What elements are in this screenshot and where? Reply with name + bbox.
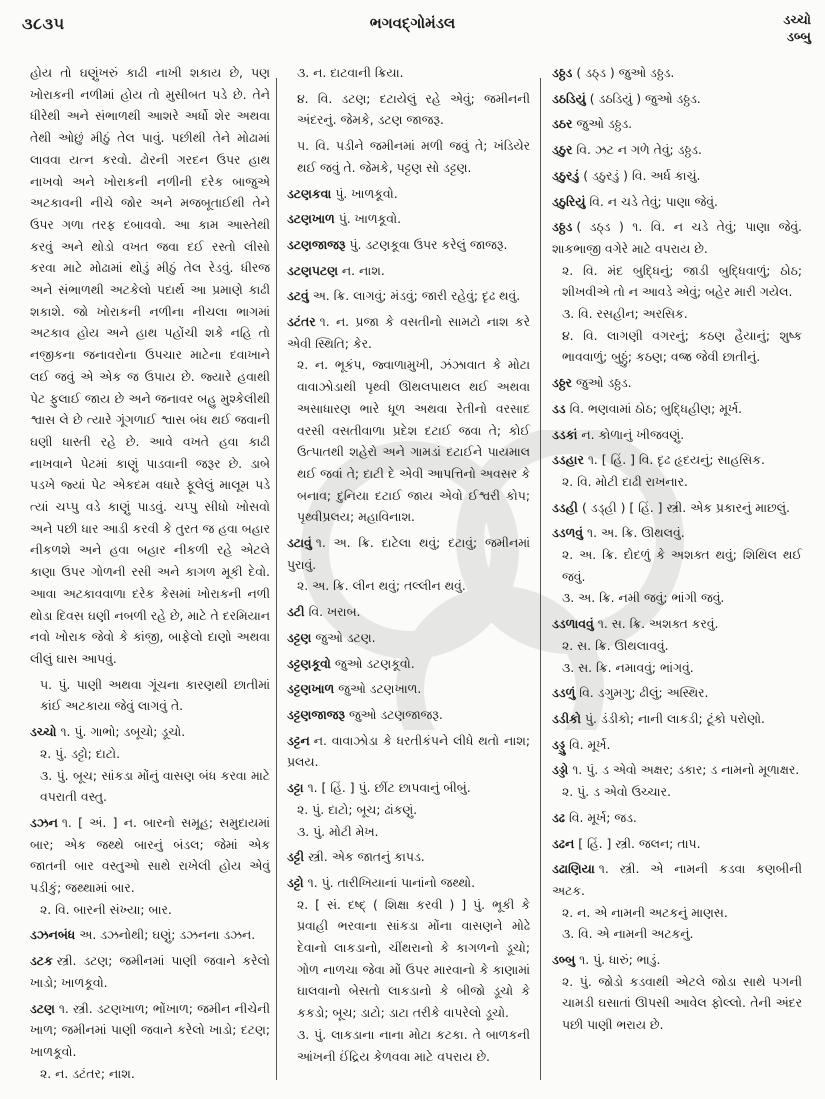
dictionary-entry [287, 704, 530, 726]
dictionary-entry [287, 183, 530, 205]
entry-headword: ડટણકવા [287, 185, 332, 201]
entry-headword: ડઠડિયું [552, 90, 586, 106]
entry-sense: ( ડડ્હી ) [ હિં. ] સ્ત્રી. એક પ્રકારનું માછલું. [581, 499, 790, 515]
dictionary-entry [552, 949, 802, 1036]
entry-headword: ડટ્ટી [287, 849, 305, 865]
entry-sense: ૩. અ. ક્રિ. નમી જવું; ભાંગી જવું. [562, 590, 725, 606]
dictionary-entry [552, 424, 802, 446]
dictionary-entry [287, 208, 530, 230]
entry-headword: ડટી [287, 604, 305, 620]
entry-sense: ( ડઠ્ડ ) ૧. વિ. ન ચડે તેવું; પાણા જેવું. શાકભાજી વગેરે માટે વપરાય છે. [552, 219, 802, 256]
entry-sense: વિ. મૂર્ખ. [569, 736, 611, 752]
dictionary-entry [552, 88, 802, 110]
dictionary-entry [30, 924, 270, 946]
entry-sense: સ્ત્રી. ડટણ; જમીનમાં પાણી જવાને કરેલો ખાડો; ખાળકૂવો. [30, 953, 270, 990]
entry-headword: ડડ [552, 400, 566, 416]
entry-sense: ૧. સ્ત્રી. ડટણખાળ; ભોંખાળ; જમીન નીચેની ખાળ; જમીનમાં પાણી જવાને કરેલો ખાડો; દટણ; ખાળકૂવો. [30, 1000, 270, 1059]
entry-sense: વિ. મૂર્ખ; જડ. [568, 809, 637, 825]
entry-headword: ડઝનબંધ [30, 927, 76, 943]
entry-sense: ૧. સ્ત્રી. એ નામની કડવા કણબીની અટક. [552, 861, 802, 898]
entry-sense: ૨. વિ. બારની સંખ્યા; બાર. [40, 901, 172, 917]
dictionary-entry [552, 613, 802, 678]
entry-headword: ડટ્ટો [287, 874, 304, 890]
entry-sense: જુઓ ડટણજાજરૂ. [348, 706, 443, 722]
entry-sense: ૩. વિ. એ નામની અટકનું. [562, 926, 694, 942]
entry-sense: ૩. પું. બૂચ; સાંકડા મોંનું વાસણ બંધ કરવા માટે વપરાતી વસ્તુ. [40, 767, 270, 805]
entry-headword: ડટ્ટણ [287, 629, 312, 645]
entry-headword: ડડહી [552, 499, 578, 515]
continuation-sense: ૫. પું. પાણી અથવા ગૂંચના કારણથી છાતીમાં કાંઈ અટકાયા જેવું લાગવું તે. [40, 676, 270, 714]
column-2 [287, 62, 530, 1071]
dictionary-entry [552, 497, 802, 519]
dictionary-entry [287, 678, 530, 700]
entry-headword: ડડ્ડો [552, 762, 569, 778]
entry-headword: ડટણ [30, 1000, 55, 1016]
entry-headword: ડડળાવવું [552, 616, 594, 632]
continuation-sense: ૩. ન. દાટવાની ક્રિયા. [297, 65, 404, 80]
entry-sense: પું. ખાળકૂવો. [338, 211, 402, 227]
entry-sense: વિ. ઝટ ન ગળે તેવું; ડઠ્ઠડ. [576, 142, 702, 158]
entry-sense: ૨. પું. ડટ્ટો; દાટો. [40, 745, 121, 761]
dictionary-entry [552, 708, 802, 730]
entry-headword: ડટવું [287, 288, 309, 304]
entry-sense: વિ. ખરાબ. [308, 604, 361, 620]
entry-headword: ડઢ [552, 809, 565, 825]
entry-headword: ડટક [30, 953, 53, 969]
entry-sense: ૧. પું. ગાભો; ડબૂચો; ડૂચો. [60, 724, 186, 740]
entry-headword: ડઠર [552, 116, 573, 132]
entry-sense: જુઓ ડટણખાળ. [338, 681, 422, 697]
entry-sense: [ હિં. ] સ્ત્રી. જલન; તાપ. [578, 835, 701, 851]
entry-sense: વિ. ડગુમગુ; ઢીલું; અસ્થિર. [579, 685, 709, 701]
entry-sense: ૨. પું. જોડો કડવાથી એટલે જોડા સાથે પગની ચામડી ઘસાતાં ઊપસી આવેલ ફોલ્લો. તેની અંદર પછી પાણી ભરાય છે. [562, 973, 802, 1033]
entry-sense: ૨. વિ. મોટી દાઢી રાખનાર. [562, 473, 688, 489]
entry-headword: ડડળું [552, 685, 576, 701]
column-1 [30, 62, 270, 1088]
entry-headword: ડઠુરડું [552, 167, 580, 183]
entry-sense: વિ. ભણવામાં ઠોઠ; બુદ્ધિહીણ; મૂર્ખ. [569, 400, 743, 416]
dictionary-entry [552, 113, 802, 135]
entry-headword: ડડીકો [552, 710, 581, 726]
entry-sense: ૨. પું. દાટો; બૂચ; ઢાંકણું. [297, 801, 418, 817]
dictionary-entry [287, 532, 530, 597]
entry-sense: ૩. પું. મોટી મેખ. [297, 823, 379, 839]
dictionary-entry [552, 833, 802, 855]
entry-sense: ૨. અ. ક્રિ. લીન થવું; તલ્લીન થવું. [297, 578, 466, 594]
entry-sense: ૨. ન. ડટંતર; નાશ. [40, 1065, 135, 1081]
dictionary-entry [552, 807, 802, 829]
dictionary-entry [287, 730, 530, 773]
dictionary-entry [552, 216, 802, 368]
dictionary-entry [30, 998, 270, 1085]
entry-sense: ૧. પું. ડ એવો અક્ષર; ડકાર; ડ નામનો મૂળાક્ષર. [572, 762, 800, 778]
dictionary-entry [287, 234, 530, 256]
dictionary-entry [552, 191, 802, 213]
dictionary-entry [30, 721, 270, 808]
entry-sense: જુઓ ડઠ્ઠડ. [576, 116, 633, 132]
entry-sense: ૩. સ. ક્રિ. નમાવવું; ભાંગવું. [562, 659, 694, 675]
entry-sense: જુઓ ડટણકૂવો. [334, 655, 415, 671]
entry-headword: ડટાવું [287, 535, 312, 551]
entry-sense: ૨. વિ. મંદ બુદ્ધિનું; જાડી બુદ્ધિવાળું; ઠોઠ; શીખવીએ તો ન આવડે એવું; બહેર મારી ગયેલ. [562, 262, 802, 300]
guide-words [783, 12, 811, 46]
continuation-text: હોય તો ઘણુંખરું કાઢી નાખી શકાય છે, પણ ખોરાકની નળીમાં હોય તો મુસીબત પડે છે. તેને ધીરેથી અને સંભાળથી આશરે અર્ધો શેર અથવા તેથી ઓછું મીઠું તેલ પાવું. પછીથી તેને મોઢામાં લાવવા યત્ન કરવો. ઢોરની ગરદન ઉપર હાથ નાખવો અને ખોરાકની નળીની દરેક બાજુએ અટકાવની નીચે જોર અને મજબૂતાઈથી તેને ઉપર ગળા તરફ દબાવવો. આ કામ આસ્તેથી કરવું અને થોડો વખત જવા દઈ રસ્તો લીસો કરવા માટે મોઢામાં થોડું મીઠું તેલ રેડવું. ધીરજ અને સંભાળથી અટકેલો પદાર્થ આ પ્રમાણે કાઢી શકાશે. જો ખોરાકની નળીના નીચલા ભાગમાં અટકાવ હોય અને હાથ પહોંચી શકે નહિ તો નજીકના જનાવરોના ઉપચાર માટેના દવાખાને લઈ જવું એ એક જ ઉપાય છે. જ્યારે હવાથી પેટ ફુલાઈ જાય છે અને જનાવર બહુ મુશ્કેલીથી શ્વાસ લે છે ત્યારે ગૂંગળાઈ શ્વાસ બંધ થઈ જવાની ઘણી ધાસ્તી રહે છે. આવે વખતે હવા કાઢી નાખવાને પેટમાં કાણું પાડવાની જરૂર છે. ડાબે પડખે જ્યાં પેટ એકદમ વધારે ફૂલેલું માલૂમ પડે ત્યાં ચપ્પુ વડે કાણું પાડવું. ચપ્પુ સીધો ખોસવો અને પછી ધાર આડી કરવી કે તુરત જ હવા બહાર નીકળશે અને હવા બહાર નીકળી રહે એટલે કાણા ઉપર ગોળની રસી અને કાગળ મૂકી દેવો. આવા અટકાવવાળા દરેક કેસમાં ખોરાકની નળી થોડા દિવસ ઘણી નબળી રહે છે, માટે તે દરમિયાન નવો ખોરાક જેવો કે કાંજી, બાફેલો દાણો અથવા લીલું ઘાસ આપવું. [30, 65, 270, 666]
entry-sense: ૧. પું. ધારું; ભાડું. [579, 952, 661, 968]
entry-sense: પું. ડટણકૂવા ઉપર કરેલું જાજરૂ. [349, 236, 508, 252]
entry-sense: ૩. પું. લાકડાના નાના મોટા કટકા. તે બાળકની આંખની ઈંદ્રિય કેળવવા માટે વપરાય છે. [297, 1026, 530, 1064]
dictionary-entry [552, 734, 802, 756]
entry-headword: ડઠુર [552, 142, 573, 158]
entry-sense: ૪. વિ. લાગણી વગરનું; કઠણ હૈયાનું; શુષ્ક ભાવવાળું; બુઠ્ઠું; કઠણ; વજ્ર જેવી છાતીનું. [562, 327, 802, 365]
entry-headword: ડઠ્ઠડ [552, 65, 573, 80]
entry-sense: ( ડઠ્ડ ) જુઓ ડઠ્ઠડ. [576, 65, 675, 80]
entry-sense: ૩. વિ. રસહીન; અરસિક. [562, 306, 688, 322]
dictionary-entry [287, 285, 530, 307]
entry-sense: ૨. [ સં. દષ્દ્ ( શિક્ષા કરવી ) ] પું. ભૂકી કે પ્રવાહી ભરવાના સાંકડા મોંના વાસણને મોઢે દેવાનો લાકડાનો, ચીંથરાનો કે કાગળનો ડૂચો; ગોળ નાળચા જેવા મોં ઉપર મારવાનો કે કાણામાં ઘાલવાનો બેસતો લાકડાનો કે બીજો ડૂચો કે કકડો; બૂચ; ડાટો; ડાટા તરીકે વાપરેલો ડૂચો. [297, 896, 530, 1021]
dictionary-entry [552, 139, 802, 161]
guide-word-top: ડચ્ચો [783, 13, 811, 28]
entry-headword: ડઠ્ઠડ [552, 219, 573, 235]
continuation-sense: ૪. વિ. ડટણ; દટાયેલું રહે એવું; જમીનની અંદરનું. જેમકે, ડટણ જાજરૂ. [297, 90, 530, 128]
entry-headword: ડટણખાળ [287, 211, 335, 227]
entry-list [552, 62, 802, 1036]
entry-headword: ડટણપટણ [287, 262, 338, 278]
entry-headword: ડટ્ટણકૂવો [287, 655, 331, 671]
dictionary-entry [552, 449, 802, 492]
entry-sense: ૧. ન. પ્રજા કે વસતીનો સામટો નાશ કરે એવી સ્થિતિ; કેર. [287, 314, 530, 351]
entry-headword: ડઢાણિયા [552, 861, 595, 877]
dictionary-entry [552, 682, 802, 704]
entry-headword: ડટણજાજરૂ [287, 236, 346, 252]
running-title: ભગવદ્ગોમંડલ [369, 14, 456, 32]
dictionary-entry [552, 62, 802, 84]
dictionary-entry [287, 777, 530, 842]
entry-sense: ૧. અ. ક્રિ. દાટેલા થવું; દટાવું; જમીનમાં પુરાવું. [287, 535, 530, 572]
dictionary-entry [287, 311, 530, 528]
continuation-sense: ૫. વિ. પડીને જમીનમાં મળી જવું તે; ખંડિયેર થઈ જવું તે. જેમકે, પટ્ટણ સો ડટ્ટણ. [297, 138, 530, 175]
entry-headword: ડઠ્ઠર [552, 375, 572, 391]
entry-sense: ( ડઠડિયું ) જુઓ ડઠ્ઠડ. [589, 90, 701, 106]
entry-sense: ન. વાવાઝોડા કે ધરતીકંપને લીધે થતો નાશ; પ્રલય. [287, 732, 530, 770]
dictionary-entry [287, 260, 530, 282]
dictionary-entry [552, 165, 802, 187]
column-divider [540, 78, 541, 1080]
dictionary-entry [287, 627, 530, 649]
entry-headword: ડટ્ટન [287, 732, 310, 748]
entry-sense: ૧. [ અં. ] ન. બારનો સમૂહ; સમુદાયમાં બાર; એક જથ્થે બારનું બંડલ; જેમાં એક જાતની બાર વસ્તુઓ સાથે રાખેલી હોય એવું પડીકું; જથ્થામાં બાર. [30, 814, 270, 896]
entry-list [287, 183, 530, 1068]
entry-sense: જુઓ ડઠ્ઠડ. [575, 375, 632, 391]
dictionary-entry [30, 812, 270, 921]
dictionary-entry [552, 398, 802, 420]
entry-sense: ૨. ન. એ નામની અટકનું માણસ. [562, 904, 728, 920]
dictionary-entry [287, 872, 530, 1067]
entry-list [30, 721, 270, 1084]
column-divider [276, 78, 277, 1080]
entry-sense: ૧. પું. તારીખિયાનાં પાનાંનો જથ્થો. [307, 874, 476, 890]
entry-sense: ન. કોળાનું ખીજવણું. [581, 426, 685, 442]
dictionary-entry [552, 522, 802, 609]
entry-sense: ૧. [ હિં. ] વિ. દૃઢ હૃદયનું; સાહસિક. [587, 452, 765, 468]
entry-sense: ૧. [ હિં. ] પું. છીંટ છાપવાનું બીબું. [307, 780, 471, 796]
guide-word-bottom: ડબ્બુ [786, 30, 811, 45]
page-number: ૩૮૩૫ [22, 14, 65, 33]
dictionary-entry [287, 846, 530, 868]
entry-headword: ડટ્ટા [287, 780, 304, 796]
entry-sense: જુઓ ડટણ. [315, 629, 376, 645]
column-3 [552, 62, 802, 1040]
entry-sense: ૧. સ. ક્રિ. અશક્ત કરવું. [597, 616, 719, 632]
entry-sense: ( ડઠુરડું ) વિ. અર્ધ કાચું. [583, 167, 701, 183]
dictionary-entry [287, 601, 530, 623]
entry-headword: ડડકાં [552, 426, 578, 442]
entry-headword: ડડ્ડુ [552, 736, 566, 752]
entry-headword: ડબ્બુ [552, 952, 576, 968]
entry-sense: વિ. ન ચડે તેવું; પાણા જેવું. [589, 193, 718, 209]
entry-headword: ડચ્ચો [30, 724, 57, 740]
entry-sense: પું. ખાળકૂવો. [335, 185, 398, 201]
entry-sense: ૨. ન. ભૂકંપ, જ્વાળામુખી, ઝંઝાવાત કે મોટા વાવાઝોડાથી પૃથ્વી ઊથલપાથલ થઈ અથવા અસાધારણ ભારે ધૂળ અથવા રેતીનો વરસાદ વરસી વસતીવાળા પ્રદેશ દટાઈ જવા તે; કોઈ ઉત્પાતથી શહેરો અને ગામડાં દટાઈને પાયમાલ થઈ જવાં તે; દાટી દે એવી આપત્તિનો અવસર કે બનાવ; દુનિયા દટાઈ જાય એવો ઈશ્વરી કોપ; પૃથ્વીપ્રલય; મહાવિનાશ. [297, 357, 530, 525]
entry-headword: ડડહાર [552, 452, 584, 468]
entry-sense: પું. ડંડીકો; નાની લાકડી; ટૂંકો પરોણો. [585, 710, 765, 726]
entry-sense: ૨. સ. ક્રિ. ઊથલાવવું. [562, 637, 669, 653]
entry-headword: ડટ્ટણજાજરૂ [287, 706, 345, 722]
entry-headword: ડટંતર [287, 314, 316, 330]
entry-sense: અ. ડઝનોથી; ઘણું; ડઝનના ડઝન. [79, 927, 256, 943]
entry-sense: ૧. અ. ક્રિ. ઊથલવું. [587, 525, 685, 541]
dictionary-entry [552, 858, 802, 945]
entry-sense: ૨. પું. ડ એવો ઉચ્ચાર. [562, 784, 671, 800]
entry-sense: ૨. અ. ક્રિ. દોદળું કે અશક્ત થવું; શિથિલ થઈ જવું. [562, 547, 802, 584]
dictionary-entry [30, 950, 270, 993]
dictionary-entry [287, 653, 530, 675]
entry-sense: અ. ક્રિ. લાગવું; મંડવું; જારી રહેવું; દૃઢ થવું. [312, 288, 521, 304]
entry-headword: ડડળવું [552, 525, 583, 541]
entry-headword: ડઠુરિયું [552, 193, 586, 209]
entry-headword: ડટ્ટણખાળ [287, 681, 335, 697]
entry-headword: ડઝન [30, 814, 58, 830]
entry-sense: સ્ત્રી. એક જાતનું કાપડ. [308, 849, 425, 865]
entry-headword: ડઢન [552, 835, 575, 851]
dictionary-entry [552, 372, 802, 394]
entry-sense: ન. નાશ. [341, 262, 385, 278]
continuation-senses [287, 62, 530, 179]
dictionary-entry [552, 759, 802, 802]
page-header [0, 8, 825, 48]
